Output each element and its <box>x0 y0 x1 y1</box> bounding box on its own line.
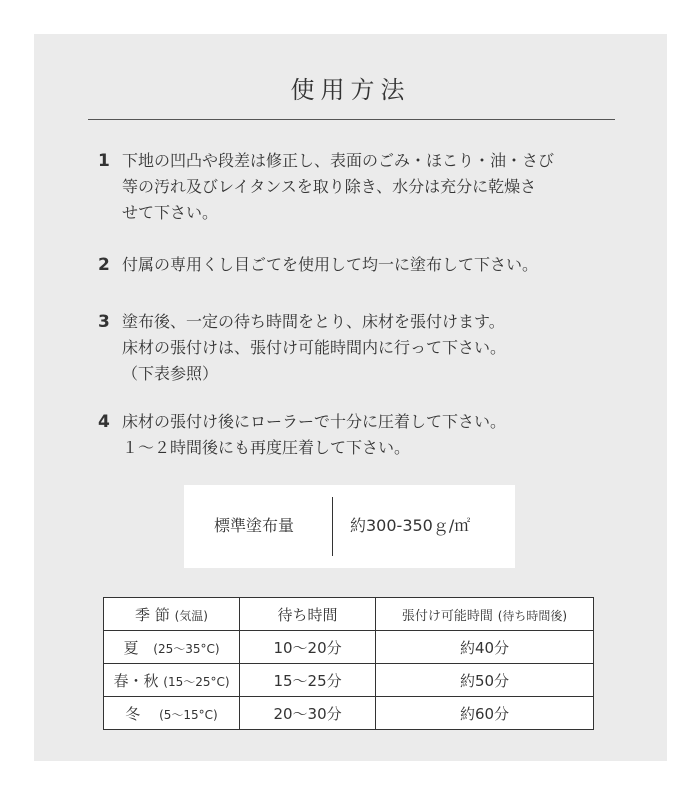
standard-amount-value: 約300-350ｇ/㎡ <box>350 516 471 535</box>
wait-cell: 10〜20分 <box>240 631 376 664</box>
season-header <box>104 598 240 631</box>
step-text: 下地の凹凸や段差は修正し、表面のごみ・ほこり・油・さび 等の汚れ及びレイタンスを取り除き、水分は充分に乾燥さ せて下さい。 <box>122 151 555 222</box>
season-header-note: (気温) <box>174 608 208 623</box>
page-title: 使用方法 <box>290 76 411 104</box>
step-3 <box>98 309 638 387</box>
table-row <box>104 697 594 730</box>
table-header-row <box>104 598 594 631</box>
step-number: 4 <box>98 412 110 432</box>
step-1 <box>98 148 638 226</box>
standard-amount-label: 標準塗布量 <box>214 516 295 535</box>
step-text: 塗布後、一定の待ち時間をとり、床材を張付けます。 床材の張付けは、張付け可能時間内に行って下さい。 （下表参照） <box>122 312 507 383</box>
season-temp: (15〜25°C) <box>163 674 230 689</box>
bond-header <box>376 598 594 631</box>
timing-table <box>103 597 594 730</box>
season-header-label: 季 節 <box>135 605 170 624</box>
season-cell <box>104 631 240 664</box>
bond-cell: 約40分 <box>376 631 594 664</box>
table-row <box>104 664 594 697</box>
season-name: 冬 <box>125 704 141 723</box>
season-cell <box>104 697 240 730</box>
step-4 <box>98 409 638 461</box>
step-number: 1 <box>98 151 110 171</box>
title-divider <box>88 119 615 120</box>
standard-amount-divider <box>332 497 333 556</box>
step-2 <box>98 252 638 278</box>
step-text: 床材の張付け後にローラーで十分に圧着して下さい。 １〜２時間後にも再度圧着して下さい。 <box>122 412 507 457</box>
standard-amount-box <box>184 485 515 568</box>
step-number: 3 <box>98 312 110 332</box>
season-temp: (5〜15°C) <box>159 707 218 722</box>
season-temp: (25〜35°C) <box>153 641 220 656</box>
step-number: 2 <box>98 255 110 275</box>
bond-cell: 約60分 <box>376 697 594 730</box>
season-name: 夏 <box>123 638 139 657</box>
bond-header-note: (待ち時間後) <box>497 608 568 623</box>
wait-cell: 20〜30分 <box>240 697 376 730</box>
wait-header: 待ち時間 <box>240 598 376 631</box>
bond-cell: 約50分 <box>376 664 594 697</box>
step-text: 付属の専用くし目ごてを使用して均一に塗布して下さい。 <box>122 255 539 274</box>
usage-panel <box>34 34 667 761</box>
season-cell <box>104 664 240 697</box>
wait-cell: 15〜25分 <box>240 664 376 697</box>
bond-header-label: 張付け可能時間 <box>401 608 493 624</box>
season-name: 春・秋 <box>113 671 159 690</box>
table-row <box>104 631 594 664</box>
